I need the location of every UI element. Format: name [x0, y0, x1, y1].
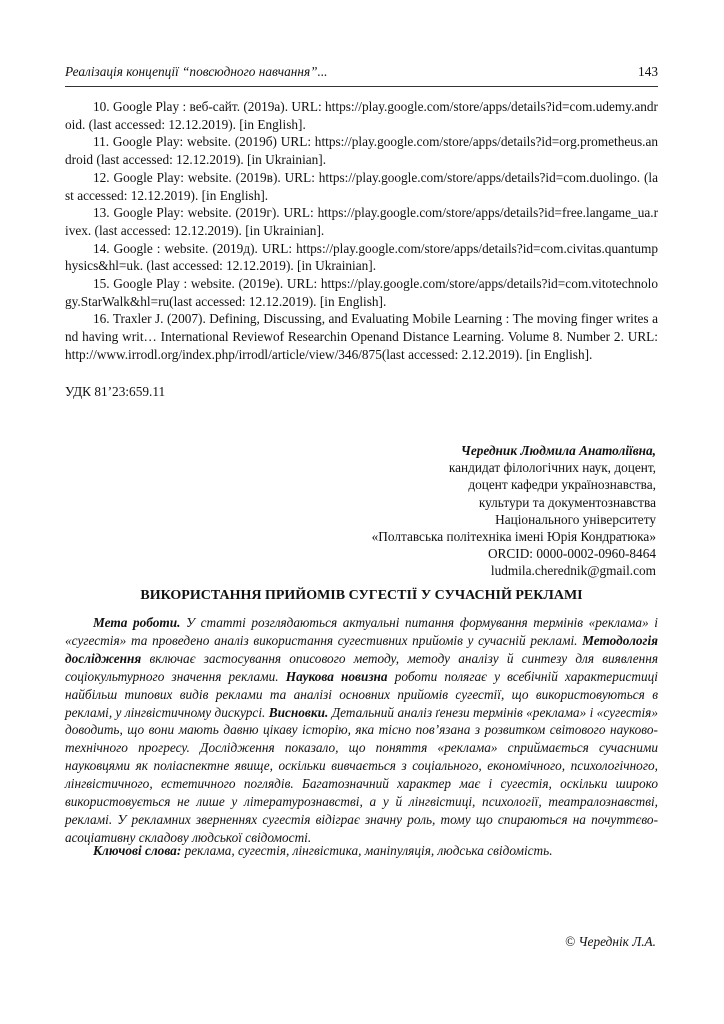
author-department: культури та документознавства	[478, 494, 656, 510]
author-degree: кандидат філологічних наук, доцент,	[448, 460, 656, 476]
reference-item: 11. Google Play: website. (2019б) URL: https://play.google.com/store/apps/details?id=org.prometheus.android (last accessed: 12.12.2019). [in Ukrainian].	[65, 134, 658, 168]
abstract-text: включає застосування описового методу, методу аналізу й синтезу для виявлення соціокультурного значення реклами.	[65, 650, 658, 684]
reference-item: 15. Google Play : website. (2019е). URL: https://play.google.com/store/apps/details?id=com.vitotechnology.StarWalk&hl=ru(last accessed: 12.12.2019). [in English].	[65, 276, 658, 309]
udk-code: УДК 81’23:659.11	[65, 384, 166, 399]
keywords-text: реклама, сугестія, лінгвістика, маніпуляція, людська свідомість.	[181, 843, 553, 858]
author-university-name: «Полтавська політехніка імені Юрія Кондратюка»	[371, 529, 656, 545]
abstract-heading-methodology: Методологія дослідження	[65, 632, 658, 666]
abstract-heading-conclusions: Висновки.	[268, 704, 329, 720]
abstract-text: роботи полягає у всебічній характеристиці найбільш типових видів реклами та аналізі основних прийомів сугестії, що використовуються в рекламі, у лінгвістичному дискурсі.	[65, 668, 658, 720]
author-name: Чередник Людмила Анатоліївна,	[460, 443, 656, 458]
copyright-footer: © Череднік Л.А.	[564, 934, 656, 949]
author-block	[372, 442, 656, 580]
abstract-heading-aim: Мета роботи.	[93, 615, 181, 630]
keywords-label: Ключові слова:	[93, 843, 182, 858]
author-university: Національного університету	[495, 511, 656, 527]
abstract-text: У статті розглядаються актуальні питання формування термінів «реклама» і «сугестія» та проведено аналіз використання сугестивних прийомів у сучасній рекламі.	[65, 615, 658, 648]
abstract-heading-novelty: Наукова новизна	[285, 668, 388, 684]
abstract-text: Детальний аналіз ґенези термінів «реклама» і «сугестія» доводить, що вони мають давню цікаву історію, яка тісно пов’язана з розвитком світового науково-технічного прогресу. Дослідження показало, що поняття «реклама» сприймається сучасними науковцями як поліаспектне явище, оскільки вивчається з соціального, економічного, психологічного, лінгвістичного, естетичного поглядів. Багатозначний характер має і сугестія, оскільки широко використовується не лише у літературознавстві, а у й лінгвістиці, психології, театралознавстві, рекламі. У рекламних зверненнях сугестія відіграє значну роль, тому що спираються на почуттєво-асоціативну складову людської свідомості.	[65, 704, 658, 845]
reference-item: 12. Google Play: website. (2019в). URL: https://play.google.com/store/apps/details?id=com.duolingo. (last accessed: 12.12.2019). [in English].	[65, 169, 658, 203]
page-header	[65, 64, 658, 87]
abstract	[65, 614, 658, 847]
article-title: ВИКОРИСТАННЯ ПРИЙОМІВ СУГЕСТІЇ У СУЧАСНІЙ РЕКЛАМІ	[140, 588, 583, 603]
reference-item: 10. Google Play : веб-сайт. (2019а). URL: https://play.google.com/store/apps/details?id=com.udemy.android. (last accessed: 12.12.2019). [in English].	[65, 99, 658, 132]
author-email: ludmila.cherednik@gmail.com	[490, 563, 656, 579]
author-position: доцент кафедри українознавства,	[468, 477, 656, 493]
keywords	[65, 843, 658, 859]
author-orcid: ORCID: 0000-0002-0960-8464	[487, 546, 656, 562]
reference-item: 13. Google Play: website. (2019г). URL: https://play.google.com/store/apps/details?id=free.langame_ua.rivex. (last accessed: 12.12.2019). [in Ukrainian].	[65, 205, 658, 238]
reference-item: 14. Google : website. (2019д). URL: https://play.google.com/store/apps/details?id=com.civitas.quantumphysics&hl=uk. (last accessed: 12.12.2019). [in Ukrainian].	[65, 240, 658, 274]
running-title: Реалізація концепції “повсюдного навчання”...	[65, 64, 328, 79]
reference-list	[65, 98, 658, 364]
reference-item: 16. Traxler J. (2007). Defining, Discussing, and Evaluating Mobile Learning : The moving finger writes and having writ… International Reviewof Researchin Openand Distance Learning. Volume 8. Number 2. URL: http://www.irrodl.org/index.php/irrodl/article/view/346/875(last accessed: 2.12.2019). [in English].	[65, 311, 658, 362]
page-number: 143	[638, 64, 658, 79]
